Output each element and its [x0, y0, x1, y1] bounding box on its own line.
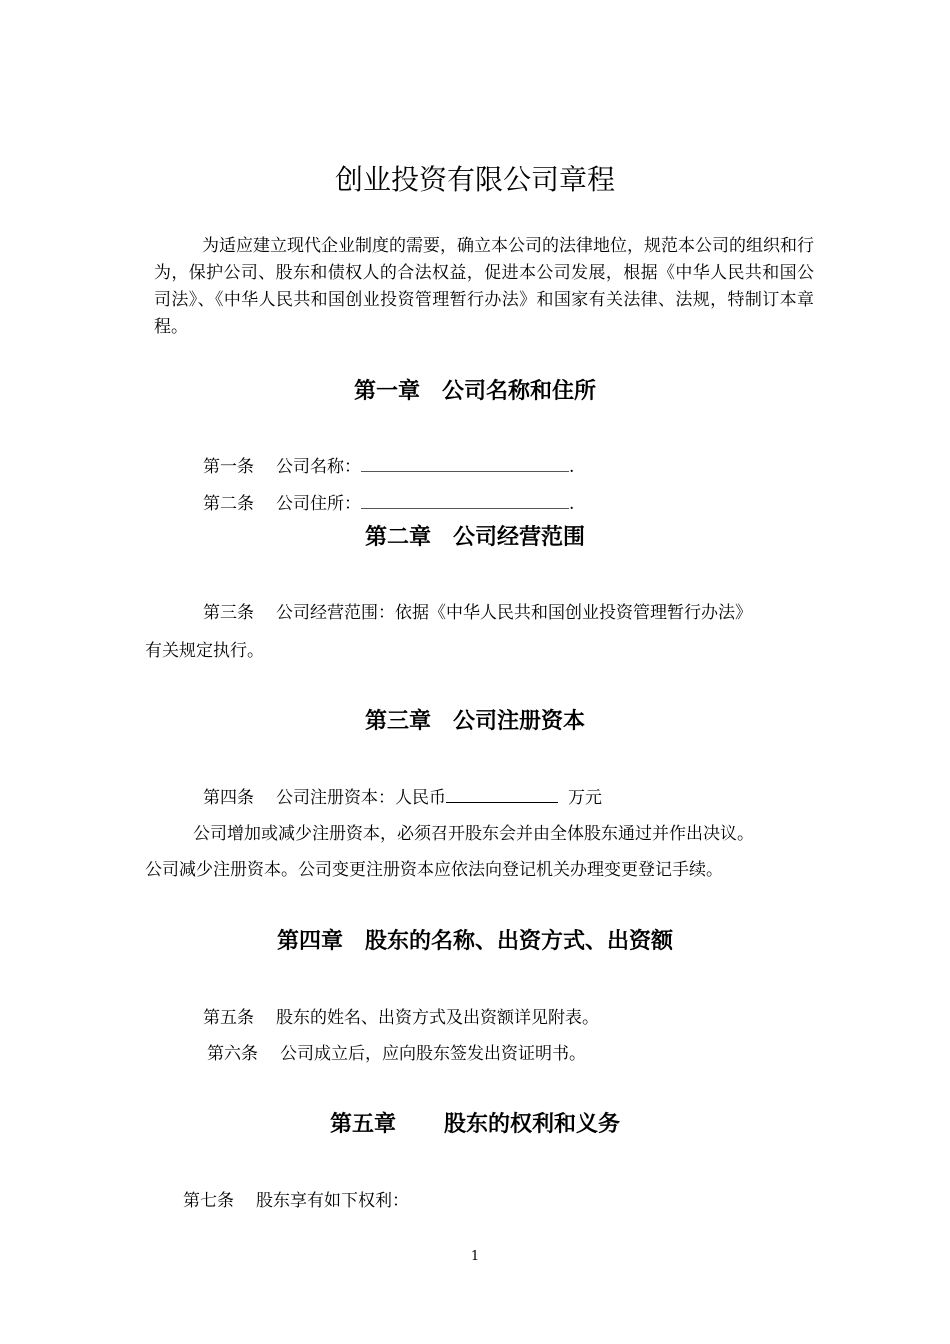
article-number: 第七条 — [183, 1191, 234, 1211]
company-address-blank[interactable] — [361, 494, 569, 509]
article-number: 第四条 — [203, 788, 254, 808]
capital-change-line-2: 公司减少注册资本。公司变更注册资本应依法向登记机关办理变更登记手续。 — [145, 860, 723, 880]
chapter-number: 第二章 — [364, 525, 431, 550]
chapter-number: 第五章 — [329, 1112, 396, 1137]
article-text: 公司住所： — [276, 494, 361, 514]
article-7 — [183, 1189, 409, 1213]
chapter-name: 公司经营范围 — [453, 525, 586, 550]
chapter-5-heading — [0, 1110, 950, 1140]
article-3-line-1 — [203, 601, 752, 625]
chapter-3-heading — [0, 707, 950, 737]
article-suffix: . — [569, 494, 575, 514]
preamble-paragraph: 为适应建立现代企业制度的需要，确立本公司的法律地位，规范本公司的组织和行为，保护公司、股东和债权人的合法权益，促进本公司发展，根据《中华人民共和国公司法》、《中华人民共和国创业投资管理暂行办法》和国家有关法律、法规，特制订本章程。 — [154, 236, 814, 337]
article-number: 第一条 — [203, 457, 254, 477]
article-1 — [203, 455, 574, 479]
article-text: 公司注册资本：人民币 — [276, 788, 446, 808]
article-text: 股东享有如下权利： — [256, 1191, 409, 1211]
article-6 — [207, 1042, 586, 1066]
chapter-name: 公司名称和住所 — [442, 379, 597, 404]
article-4 — [203, 786, 602, 810]
article-text: 股东的姓名、出资方式及出资额详见附表。 — [276, 1008, 599, 1028]
capital-change-line-1: 公司增加或减少注册资本，必须召开股东会并由全体股东通过并作出决议。 — [193, 824, 754, 844]
article-suffix: 万元 — [568, 788, 602, 808]
article-5 — [203, 1006, 599, 1030]
document-title: 创业投资有限公司章程 — [334, 163, 615, 196]
article-suffix: . — [569, 457, 575, 477]
registered-capital-blank[interactable] — [446, 788, 558, 803]
article-number: 第六条 — [207, 1044, 258, 1064]
article-3-line-2: 有关规定执行。 — [145, 641, 264, 661]
chapter-number: 第一章 — [353, 379, 420, 404]
chapter-name: 股东的权利和义务 — [444, 1112, 621, 1137]
chapter-4-heading — [0, 927, 950, 957]
article-text: 公司名称： — [276, 457, 361, 477]
chapter-name: 公司注册资本 — [453, 709, 586, 734]
article-text: 公司成立后，应向股东签发出资证明书。 — [280, 1044, 586, 1064]
article-text: 公司经营范围：依据《中华人民共和国创业投资管理暂行办法》 — [276, 603, 752, 623]
chapter-2-heading — [0, 523, 950, 553]
chapter-1-heading — [0, 377, 950, 407]
chapter-number: 第三章 — [364, 709, 431, 734]
chapter-number: 第四章 — [276, 929, 343, 954]
article-number: 第三条 — [203, 603, 254, 623]
article-2 — [203, 492, 574, 516]
article-number: 第五条 — [203, 1008, 254, 1028]
chapter-name: 股东的名称、出资方式、出资额 — [365, 929, 674, 954]
article-number: 第二条 — [203, 494, 254, 514]
company-name-blank[interactable] — [361, 457, 569, 472]
page-number: 1 — [470, 1249, 480, 1264]
